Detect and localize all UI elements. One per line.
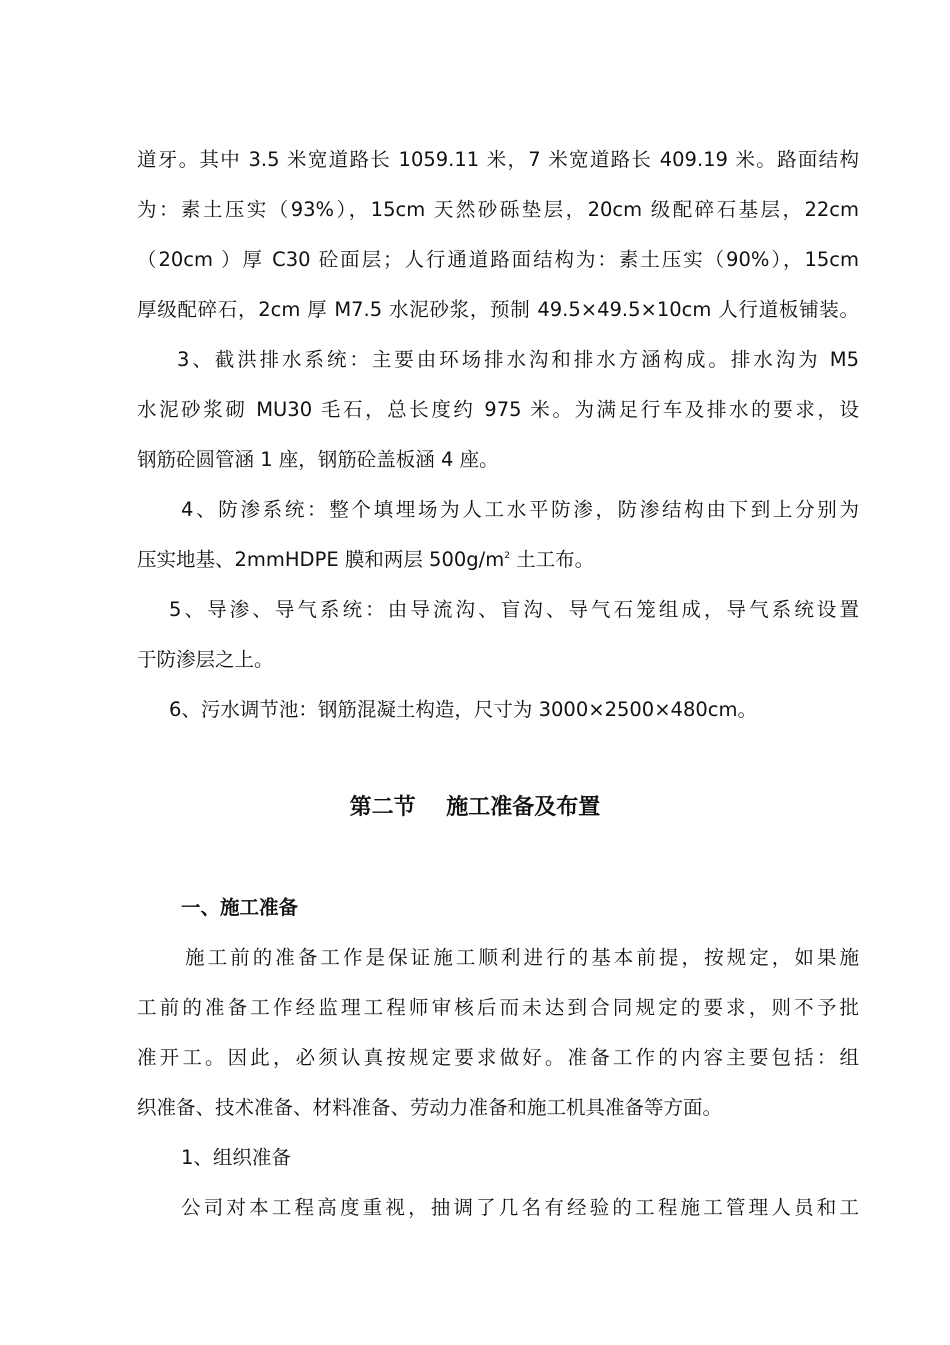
road-structure-line-1: 道牙。其中 3.5 米宽道路长 1059.11 米，7 米宽道路长 409.19 米。路面结构 [137, 148, 859, 171]
organization-prep-line-1: 公司对本工程高度重视，抽调了几名有经验的工程施工管理人员和工 [181, 1196, 859, 1219]
seepage-text-a: 压实地基、2mmHDPE 膜和两层 500g/m [137, 548, 505, 571]
squared-superscript: 2 [504, 551, 510, 561]
seepage-text-b: 土工布。 [509, 548, 595, 571]
gas-guide-system-line-1: 5、导渗、导气系统：由导流沟、盲沟、导气石笼组成，导气系统设置 [169, 598, 859, 621]
organization-prep-title: 1、组织准备 [181, 1146, 291, 1169]
preparation-line-3: 准开工。因此，必须认真按规定要求做好。准备工作的内容主要包括：组 [137, 1046, 859, 1069]
road-structure-line-3: （20cm ）厚 C30 砼面层；人行通道路面结构为：素土压实（90%），15cm [137, 248, 859, 271]
seepage-system-line-2 [137, 546, 859, 574]
section-title: 第二节 施工准备及布置 [349, 795, 601, 820]
drainage-system-line-3: 钢筋砼圆管涵 1 座，钢筋砼盖板涵 4 座。 [137, 448, 499, 471]
subsection-title: 一、施工准备 [181, 896, 299, 919]
seepage-system-line-1: 4、防渗系统：整个填埋场为人工水平防渗，防渗结构由下到上分别为 [181, 498, 859, 521]
drainage-system-line-1: 3、截洪排水系统：主要由环场排水沟和排水方涵构成。排水沟为 M5 [177, 348, 859, 371]
drainage-system-line-2: 水泥砂浆砌 MU30 毛石，总长度约 975 米。为满足行车及排水的要求，设 [137, 398, 859, 421]
gas-guide-system-line-2: 于防渗层之上。 [137, 648, 274, 671]
sewage-pool-line: 6、污水调节池：钢筋混凝土构造，尺寸为 3000×2500×480cm。 [169, 698, 757, 721]
preparation-line-2: 工前的准备工作经监理工程师审核后而未达到合同规定的要求，则不予批 [137, 996, 859, 1019]
preparation-line-4: 织准备、技术准备、材料准备、劳动力准备和施工机具准备等方面。 [137, 1096, 723, 1119]
preparation-line-1: 施工前的准备工作是保证施工顺利进行的基本前提，按规定，如果施 [185, 946, 859, 969]
road-structure-line-2: 为：素土压实（93%），15cm 天然砂砾垫层，20cm 级配碎石基层，22cm [137, 198, 859, 221]
road-structure-line-4: 厚级配碎石，2cm 厚 M7.5 水泥砂浆，预制 49.5×49.5×10cm 人行道板铺装。 [137, 298, 859, 321]
